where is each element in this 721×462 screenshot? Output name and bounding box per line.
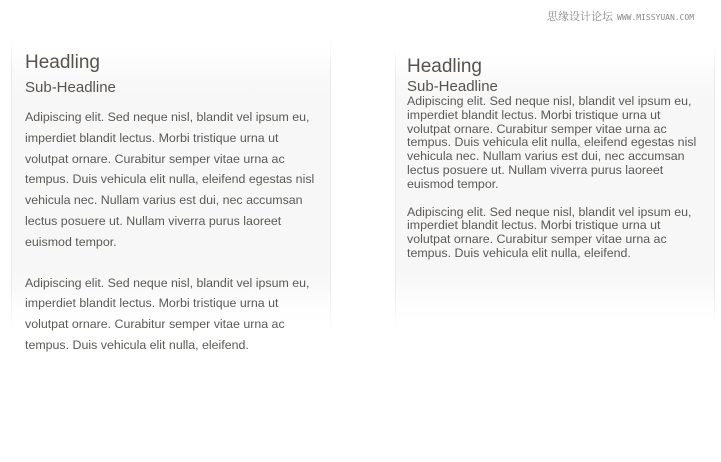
text-panel-spaced <box>11 40 331 352</box>
watermark-site-name: 思缘设计论坛 <box>547 10 613 23</box>
panel-content <box>407 55 707 261</box>
watermark-url: WWW.MISSYUAN.COM <box>617 13 695 22</box>
panel-content <box>25 52 325 356</box>
sub-headline: Sub-Headline <box>407 78 498 95</box>
watermark <box>547 8 694 24</box>
sub-headline: Sub-Headline <box>25 79 116 96</box>
headline: Headling <box>25 52 100 73</box>
body-paragraph: Adipiscing elit. Sed neque nisl, blandit vel ipsum eu, imperdiet blandit lectus. Morbi tristique urna ut volutpat ornare. Curabitur semper vitae urna ac tempus. Duis vehicula elit nulla, eleifend egestas nisl vehicula nec. Nullam varius est dui, nec accumsan lectus posuere ut. Nullam viverra purus laoreet euismod tempor. <box>407 94 697 191</box>
body-paragraph: Adipiscing elit. Sed neque nisl, blandit vel ipsum eu, imperdiet blandit lectus. Morbi tristique urna ut volutpat ornare. Curabitur semper vitae urna ac tempus. Duis vehicula elit nulla, eleifend egestas nisl vehicula nec. Nullam varius est dui, nec accumsan lectus posuere ut. Nullam viverra purus laoreet euismod tempor. <box>25 110 315 249</box>
body-paragraph: Adipiscing elit. Sed neque nisl, blandit vel ipsum eu, imperdiet blandit lectus. Morbi tristique urna ut volutpat ornare. Curabitur semper vitae urna ac tempus. Duis vehicula elit nulla, eleifend. <box>407 204 692 260</box>
body-paragraph: Adipiscing elit. Sed neque nisl, blandit vel ipsum eu, imperdiet blandit lectus. Morbi tristique urna ut volutpat ornare. Curabitur semper vitae urna ac tempus. Duis vehicula elit nulla, eleifend. <box>25 275 310 352</box>
headline: Headling <box>407 56 482 77</box>
text-panel-tight <box>395 47 715 327</box>
